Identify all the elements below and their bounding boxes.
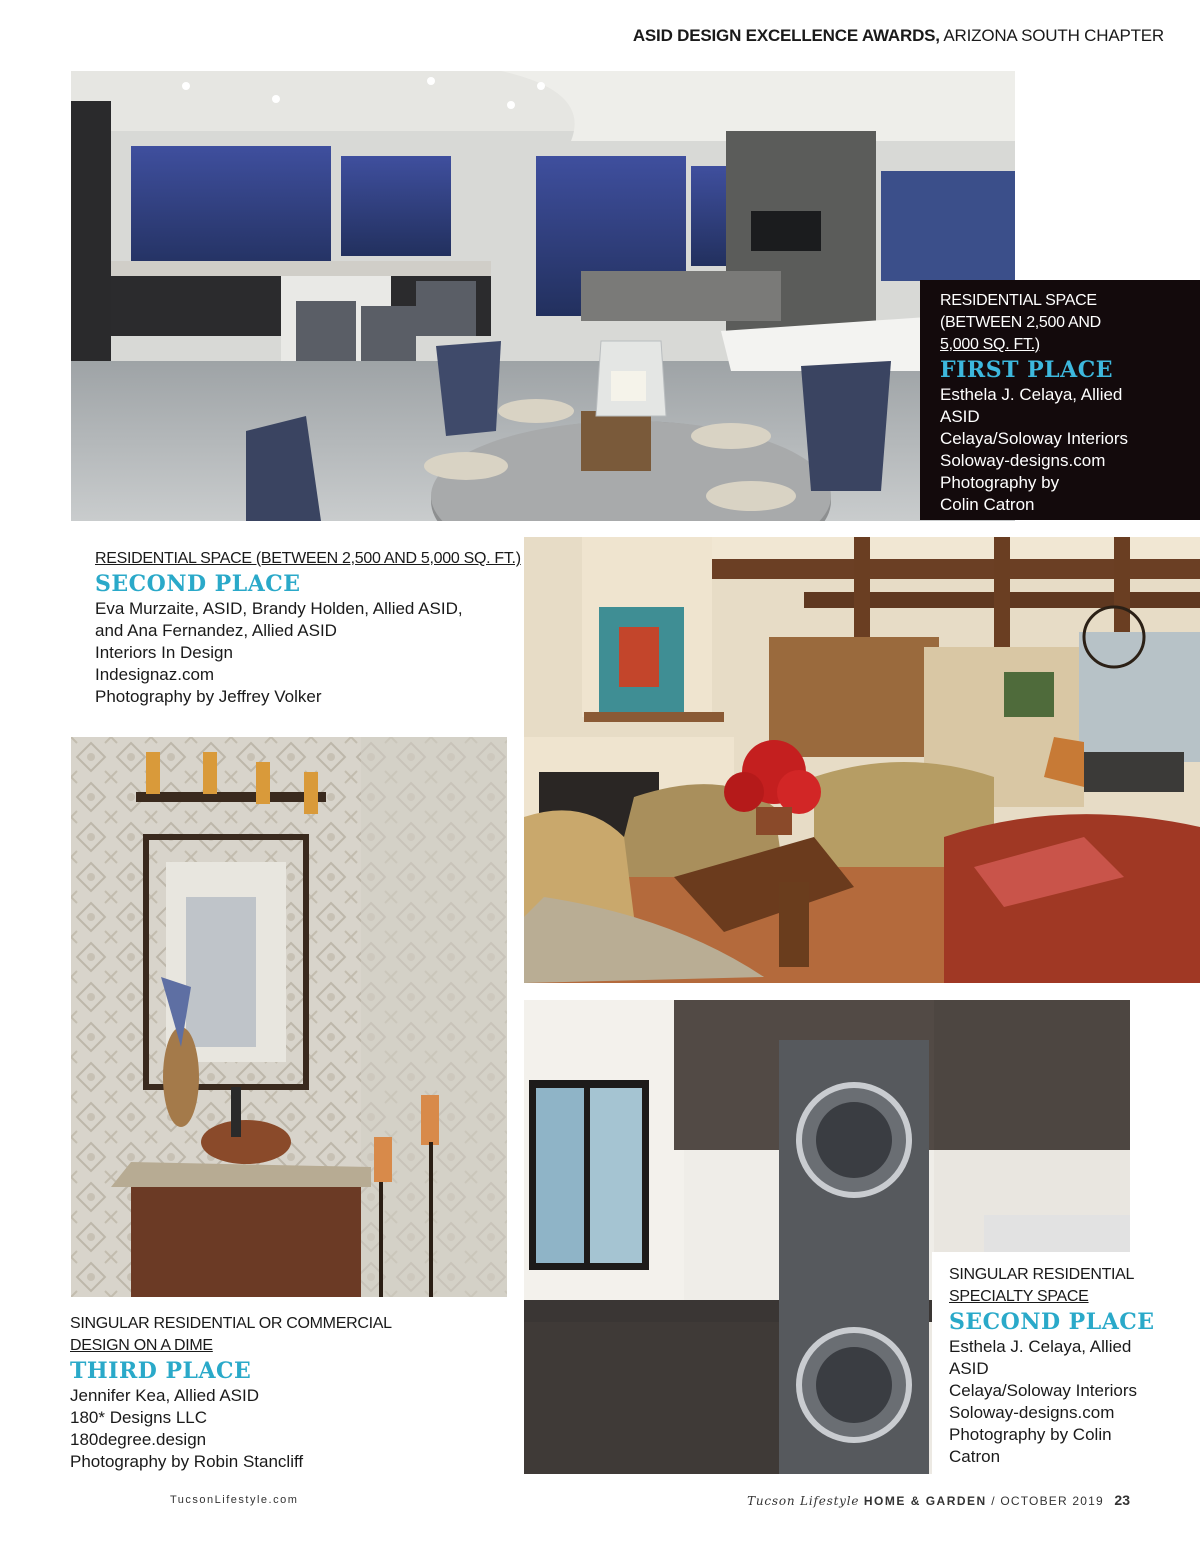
award-place: FIRST PLACE [940, 357, 1113, 383]
credit-line: Photography by [940, 473, 1060, 492]
credit-line: 180degree.design [70, 1430, 207, 1449]
page-header [633, 26, 1164, 46]
page-number: 23 [1114, 1492, 1130, 1508]
credit-line: Eva Murzaite, ASID, Brandy Holden, Allied ASID, [95, 599, 463, 618]
footer-section: HOME & GARDEN [863, 1494, 987, 1508]
footer-magazine: Tucson Lifestyle [747, 1494, 860, 1508]
credit-line: Soloway-designs.com [949, 1403, 1115, 1422]
credit-line: Photography by Colin [949, 1425, 1112, 1444]
header-regular: ARIZONA SOUTH CHAPTER [939, 26, 1164, 45]
category-line: SPECIALTY SPACE [949, 1288, 1089, 1305]
credit-line: Colin Catron [940, 495, 1035, 514]
credit-line: Photography by Robin Stancliff [70, 1452, 304, 1471]
caption-second-place-residential [95, 548, 575, 708]
credit-line: ASID [940, 407, 980, 426]
credit-line: 180* Designs LLC [70, 1408, 208, 1427]
caption-second-place-specialty [932, 1252, 1200, 1474]
footer-issue: / OCTOBER 2019 [991, 1494, 1104, 1508]
award-category [940, 290, 1188, 356]
award-place: SECOND PLACE [949, 1309, 1155, 1335]
footer-folio [747, 1492, 1130, 1508]
award-place: SECOND PLACE [95, 571, 301, 597]
credit-line: ASID [949, 1359, 989, 1378]
caption-first-place [920, 280, 1200, 520]
award-category [95, 548, 575, 570]
category-line: RESIDENTIAL SPACE [940, 292, 1097, 309]
category-line: (BETWEEN 2,500 AND [940, 314, 1101, 331]
credit-line: Photography by Jeffrey Volker [95, 687, 322, 706]
category-line: RESIDENTIAL SPACE (BETWEEN 2,500 AND 5,000 SQ. FT.) [95, 550, 521, 567]
header-bold: ASID DESIGN EXCELLENCE AWARDS, [632, 26, 940, 45]
photo-southwestern-living-room [524, 537, 1200, 983]
award-category [70, 1313, 510, 1357]
category-line: SINGULAR RESIDENTIAL [949, 1266, 1135, 1283]
credit-line: Indesignaz.com [95, 665, 215, 684]
credit-line: Catron [949, 1447, 1001, 1466]
category-line: 5,000 SQ. FT.) [940, 336, 1040, 353]
credit-line: Celaya/Soloway Interiors [940, 429, 1129, 448]
footer-website: TucsonLifestyle.com [170, 1494, 299, 1506]
award-category [949, 1264, 1200, 1308]
category-line: DESIGN ON A DIME [70, 1337, 213, 1354]
credit-line: Interiors In Design [95, 643, 233, 662]
award-place: THIRD PLACE [70, 1358, 252, 1384]
credit-line: Soloway-designs.com [940, 451, 1106, 470]
credit-line: Esthela J. Celaya, Allied [940, 385, 1123, 404]
credit-line: Jennifer Kea, Allied ASID [70, 1386, 260, 1405]
caption-third-place [70, 1313, 510, 1473]
credit-line: Celaya/Soloway Interiors [949, 1381, 1138, 1400]
photo-modern-great-room [71, 71, 1015, 521]
photo-powder-room [71, 737, 507, 1297]
category-line: SINGULAR RESIDENTIAL OR COMMERCIAL [70, 1315, 392, 1332]
credit-line: Esthela J. Celaya, Allied [949, 1337, 1132, 1356]
credit-line: and Ana Fernandez, Allied ASID [95, 621, 337, 640]
